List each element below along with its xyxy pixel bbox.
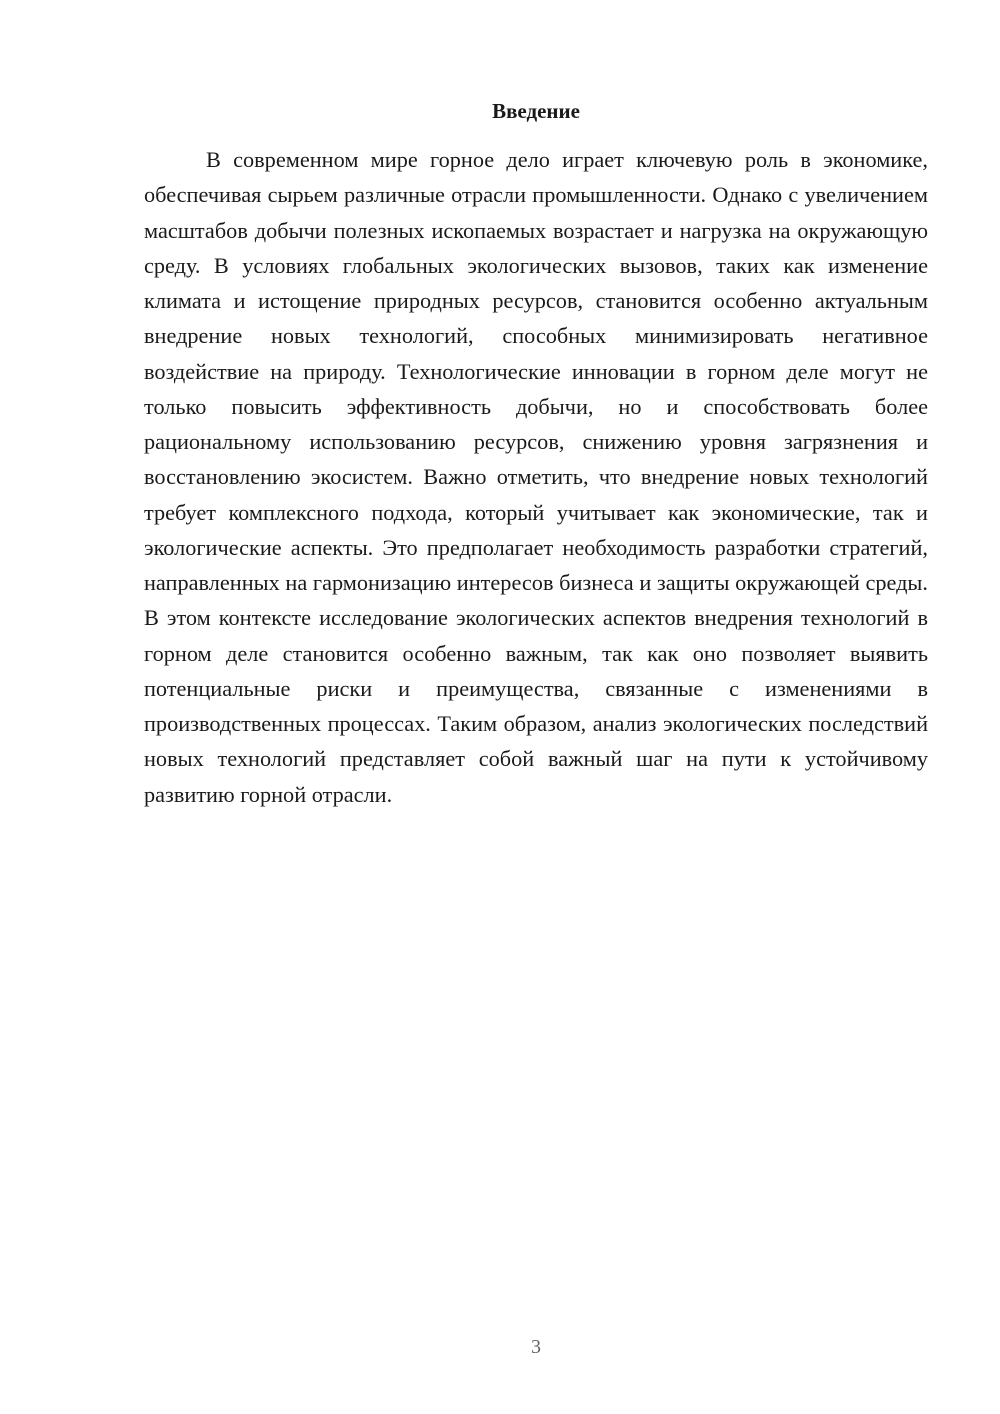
section-heading: Введение — [492, 99, 580, 123]
page-number: 3 — [531, 1336, 541, 1358]
body-paragraph: В современном мире горное дело играет ключевую роль в экономике, обеспечивая сырьем различные отрасли промышленности. Однако с увеличением масштабов добычи полезных ископаемых возрастает и нагрузка на окружающую среду. В условиях глобальных экологических вызовов, таких как изменение климата и истощение природных ресурсов, становится особенно актуальным внедрение новых технологий, способных минимизировать негативное воздействие на природу. Технологические инновации в горном деле могут не только повысить эффективность добычи, но и способствовать более рациональному использованию ресурсов, снижению уровня загрязнения и восстановлению экосистем. Важно отметить, что внедрение новых технологий требует комплексного подхода, который учитывает как экономические, так и экологические аспекты. Это предполагает необходимость разработки стратегий, направленных на гармонизацию интересов бизнеса и защиты окружающей среды. В этом контексте исследование экологических аспектов внедрения технологий в горном деле становится особенно важным, так как оно позволяет выявить потенциальные риски и преимущества, связанные с изменениями в производственных процессах. Таким образом, анализ экологических последствий новых технологий представляет собой важный шаг на пути к устойчивому развитию горной отрасли. — [144, 147, 928, 807]
